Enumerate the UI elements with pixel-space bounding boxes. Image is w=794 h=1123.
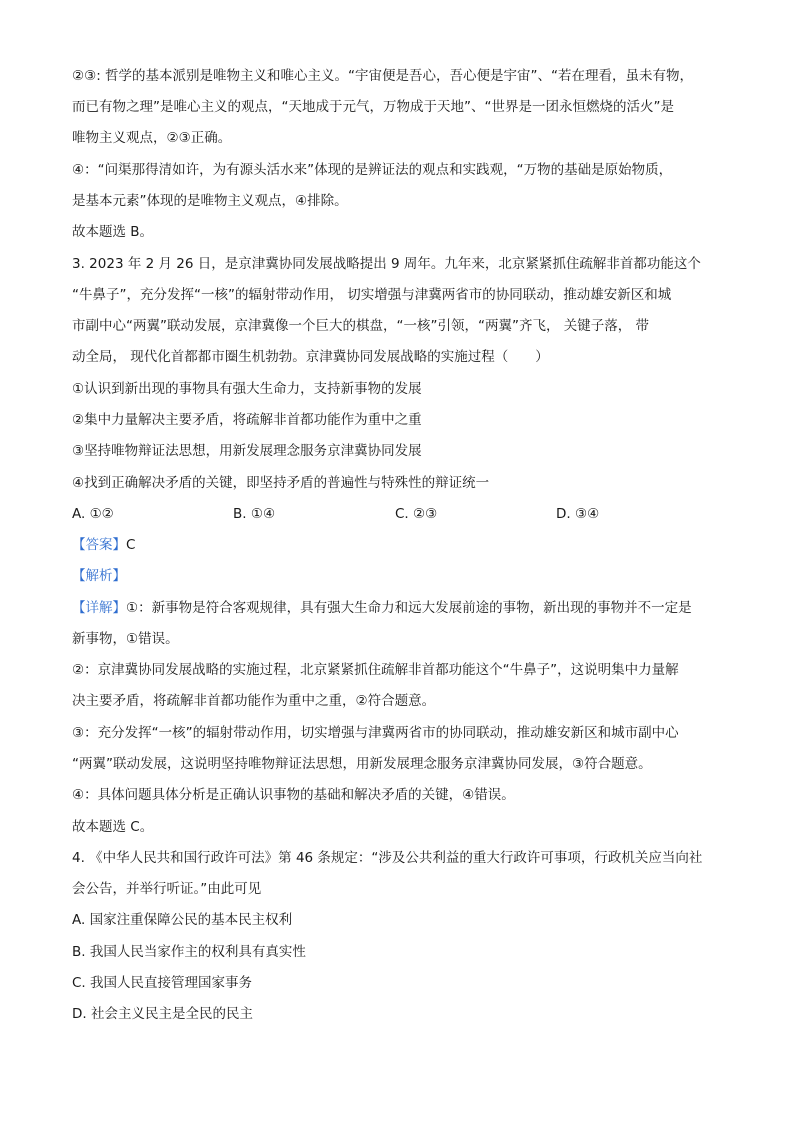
text-line: ②③: 哲学的基本派别是唯物主义和唯心主义。“宇宙便是吾心，吾心便是宇宙”、“若在理看，虽未有物， xyxy=(72,68,694,84)
text-line: 是基本元素”体现的是唯物主义观点，④排除。 xyxy=(72,193,348,209)
statement-3: ③坚持唯物辩证法思想，用新发展理念服务京津冀协同发展 xyxy=(72,443,422,459)
question-4-stem: 会公告，并举行听证。”由此可见 xyxy=(72,881,262,897)
text-line: ④：具体问题具体分析是正确认识事物的基础和解决矛盾的关键，④错误。 xyxy=(72,787,515,803)
option-b: B. 我国人民当家作主的权利具有真实性 xyxy=(72,944,306,960)
answer-line xyxy=(72,535,732,555)
statement-1: ①认识到新出现的事物具有强大生命力，支持新事物的发展 xyxy=(72,381,422,397)
option-d: D. ③④ xyxy=(556,506,600,522)
option-d: D. 社会主义民主是全民的民主 xyxy=(72,1006,253,1022)
question-3-stem: 市副中心“两翼”联动发展，京津冀像一个巨大的棋盘，“一核”引领，“两翼”齐飞， 关键子落， 带 xyxy=(72,318,650,334)
option-c: C. ②③ xyxy=(395,506,438,522)
text-line: 故本题选 B。 xyxy=(72,224,154,240)
text-line: ④：“问渠那得清如许，为有源头活水来”体现的是辨证法的观点和实践观，“万物的基础是原始物质， xyxy=(72,162,673,178)
option-c: C. 我国人民直接管理国家事务 xyxy=(72,975,253,991)
option-a: A. 国家注重保障公民的基本民主权利 xyxy=(72,912,293,928)
text-line: ②：京津冀协同发展战略的实施过程，北京紧紧抓住疏解非首都功能这个“牛鼻子”，这说明集中力量解 xyxy=(72,662,679,678)
question-3-stem: 动全局， 现代化首都都市圈生机勃勃。京津冀协同发展战略的实施过程（ ） xyxy=(72,349,549,365)
text-line: 而已有物之理”是唯心主义的观点，“天地成于元气，万物成于天地”、“世界是一团永恒燃烧的活火”是 xyxy=(72,99,674,115)
text-line: “两翼”联动发展，这说明坚持唯物辩证法思想，用新发展理念服务京津冀协同发展，③符合题意。 xyxy=(72,756,652,772)
statement-4: ④找到正确解决矛盾的关键，即坚持矛盾的普遍性与特殊性的辩证统一 xyxy=(72,475,490,491)
question-4-stem: 4. 《中华人民共和国行政许可法》第 46 条规定：“涉及公共利益的重大行政许可事项，行政机关应当向社 xyxy=(72,850,703,866)
detail-text: ①：新事物是符合客观规律，具有强大生命力和远大发展前途的事物，新出现的事物并不一定是 xyxy=(126,600,692,616)
question-3-stem: 3. 2023 年 2 月 26 日，是京津冀协同发展战略提出 9 周年。九年来，北京紧紧抓住疏解非首都功能这个 xyxy=(72,256,701,272)
option-b: B. ①④ xyxy=(233,506,276,522)
option-a: A. ①② xyxy=(72,506,114,522)
analysis-line xyxy=(72,566,732,586)
detail-tag: 【详解】 xyxy=(72,600,126,616)
text-line: ③：充分发挥“一核”的辐射带动作用，切实增强与津冀两省市的协同联动，推动雄安新区和城市副中心 xyxy=(72,725,679,741)
question-3-stem: “牛鼻子”，充分发挥“一核”的辐射带动作用， 切实增强与津冀两省市的协同联动，推动雄安新区和城 xyxy=(72,287,672,303)
statement-2: ②集中力量解决主要矛盾，将疏解非首都功能作为重中之重 xyxy=(72,412,422,428)
answer-value: C xyxy=(126,537,136,553)
text-line: 决主要矛盾，将疏解非首都功能作为重中之重，②符合题意。 xyxy=(72,693,436,709)
text-line: 新事物，①错误。 xyxy=(72,631,179,647)
analysis-tag: 【解析】 xyxy=(72,568,126,584)
text-line: 唯物主义观点，②③正确。 xyxy=(72,130,232,146)
answer-tag: 【答案】 xyxy=(72,537,126,553)
text-line: 故本题选 C。 xyxy=(72,819,154,835)
detail-line xyxy=(72,598,732,618)
